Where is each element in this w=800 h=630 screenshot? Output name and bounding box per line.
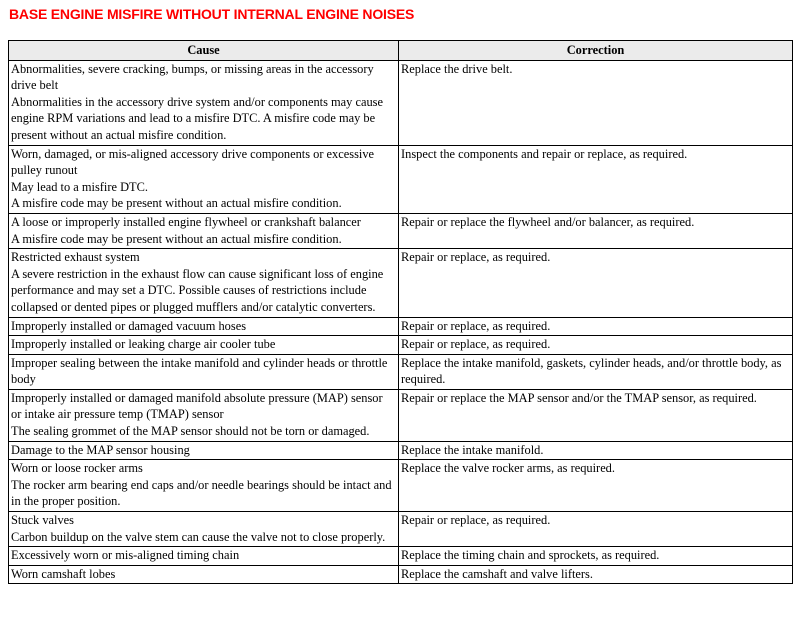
correction-column-header: Correction [399, 41, 793, 61]
table-header-row [9, 41, 793, 61]
cause-text: The sealing grommet of the MAP sensor should not be torn or damaged. [11, 424, 370, 439]
cause-cell [9, 354, 399, 389]
cause-cell [9, 317, 399, 336]
correction-cell: Replace the intake manifold, gaskets, cylinder heads, and/or throttle body, as required. [399, 354, 793, 389]
cause-text: A misfire code may be present without an actual misfire condition. [11, 231, 342, 246]
cause-text: A loose or improperly installed engine flywheel or crankshaft balancer [11, 214, 361, 229]
cause-cell [9, 547, 399, 566]
table-row [9, 317, 793, 336]
cause-cell [9, 249, 399, 317]
cause-text: Improperly installed or damaged vacuum hoses [11, 318, 247, 333]
table-row [9, 145, 793, 213]
cause-text: Excessively worn or mis-aligned timing chain [11, 548, 240, 563]
correction-cell: Inspect the components and repair or replace, as required. [399, 145, 793, 213]
cause-cell [9, 512, 399, 547]
cause-text: Improperly installed or damaged manifold absolute pressure (MAP) sensor or intake air pressure temp (TMAP) sensor [11, 390, 383, 422]
table-row [9, 512, 793, 547]
correction-cell: Repair or replace, as required. [399, 336, 793, 355]
correction-cell: Replace the valve rocker arms, as required. [399, 460, 793, 512]
cause-cell [9, 565, 399, 584]
correction-cell: Repair or replace, as required. [399, 249, 793, 317]
cause-text: Worn camshaft lobes [11, 566, 116, 581]
cause-cell [9, 389, 399, 441]
diagnostic-table [8, 40, 793, 584]
table-row [9, 60, 793, 145]
table-row [9, 336, 793, 355]
correction-cell: Replace the intake manifold. [399, 441, 793, 460]
table-row [9, 460, 793, 512]
cause-cell [9, 336, 399, 355]
cause-text: Improperly installed or leaking charge air cooler tube [11, 337, 276, 352]
cause-text: Abnormalities, severe cracking, bumps, or missing areas in the accessory drive belt [11, 61, 374, 93]
table-row [9, 389, 793, 441]
table-row [9, 249, 793, 317]
correction-cell: Repair or replace, as required. [399, 512, 793, 547]
cause-text: Carbon buildup on the valve stem can cause the valve not to close properly. [11, 529, 386, 544]
cause-text: A severe restriction in the exhaust flow can cause significant loss of engine performance and may set a DTC. Possible causes of restrictions include collapsed or dented pipes or plugged mufflers and/or catalytic converters. [11, 266, 384, 314]
cause-cell [9, 213, 399, 248]
cause-cell [9, 145, 399, 213]
correction-cell: Replace the camshaft and valve lifters. [399, 565, 793, 584]
correction-cell: Replace the timing chain and sprockets, as required. [399, 547, 793, 566]
cause-text: May lead to a misfire DTC. [11, 179, 148, 194]
cause-text: Stuck valves [11, 513, 74, 528]
table-row [9, 547, 793, 566]
page-title: BASE ENGINE MISFIRE WITHOUT INTERNAL ENGINE NOISES [9, 6, 415, 22]
cause-text: Worn or loose rocker arms [11, 461, 143, 476]
cause-text: A misfire code may be present without an actual misfire condition. [11, 196, 342, 211]
cause-text: Worn, damaged, or mis-aligned accessory drive components or excessive pulley runout [11, 146, 375, 178]
table-body [9, 60, 793, 584]
cause-text: Damage to the MAP sensor housing [11, 442, 190, 457]
correction-cell: Repair or replace the flywheel and/or balancer, as required. [399, 213, 793, 248]
correction-cell: Repair or replace the MAP sensor and/or the TMAP sensor, as required. [399, 389, 793, 441]
cause-column-header: Cause [9, 41, 399, 61]
cause-text: The rocker arm bearing end caps and/or needle bearings should be intact and in the proper position. [11, 477, 392, 509]
cause-cell [9, 441, 399, 460]
table-row [9, 213, 793, 248]
cause-text: Restricted exhaust system [11, 250, 140, 265]
cause-text: Improper sealing between the intake manifold and cylinder heads or throttle body [11, 355, 388, 387]
cause-cell [9, 460, 399, 512]
correction-cell: Replace the drive belt. [399, 60, 793, 145]
cause-text: Abnormalities in the accessory drive system and/or components may cause engine RPM variations and lead to a misfire DTC. A misfire code may be present without an actual misfire condition. [11, 94, 383, 142]
table-row [9, 565, 793, 584]
cause-cell [9, 60, 399, 145]
table-row [9, 354, 793, 389]
correction-cell: Repair or replace, as required. [399, 317, 793, 336]
table-row [9, 441, 793, 460]
